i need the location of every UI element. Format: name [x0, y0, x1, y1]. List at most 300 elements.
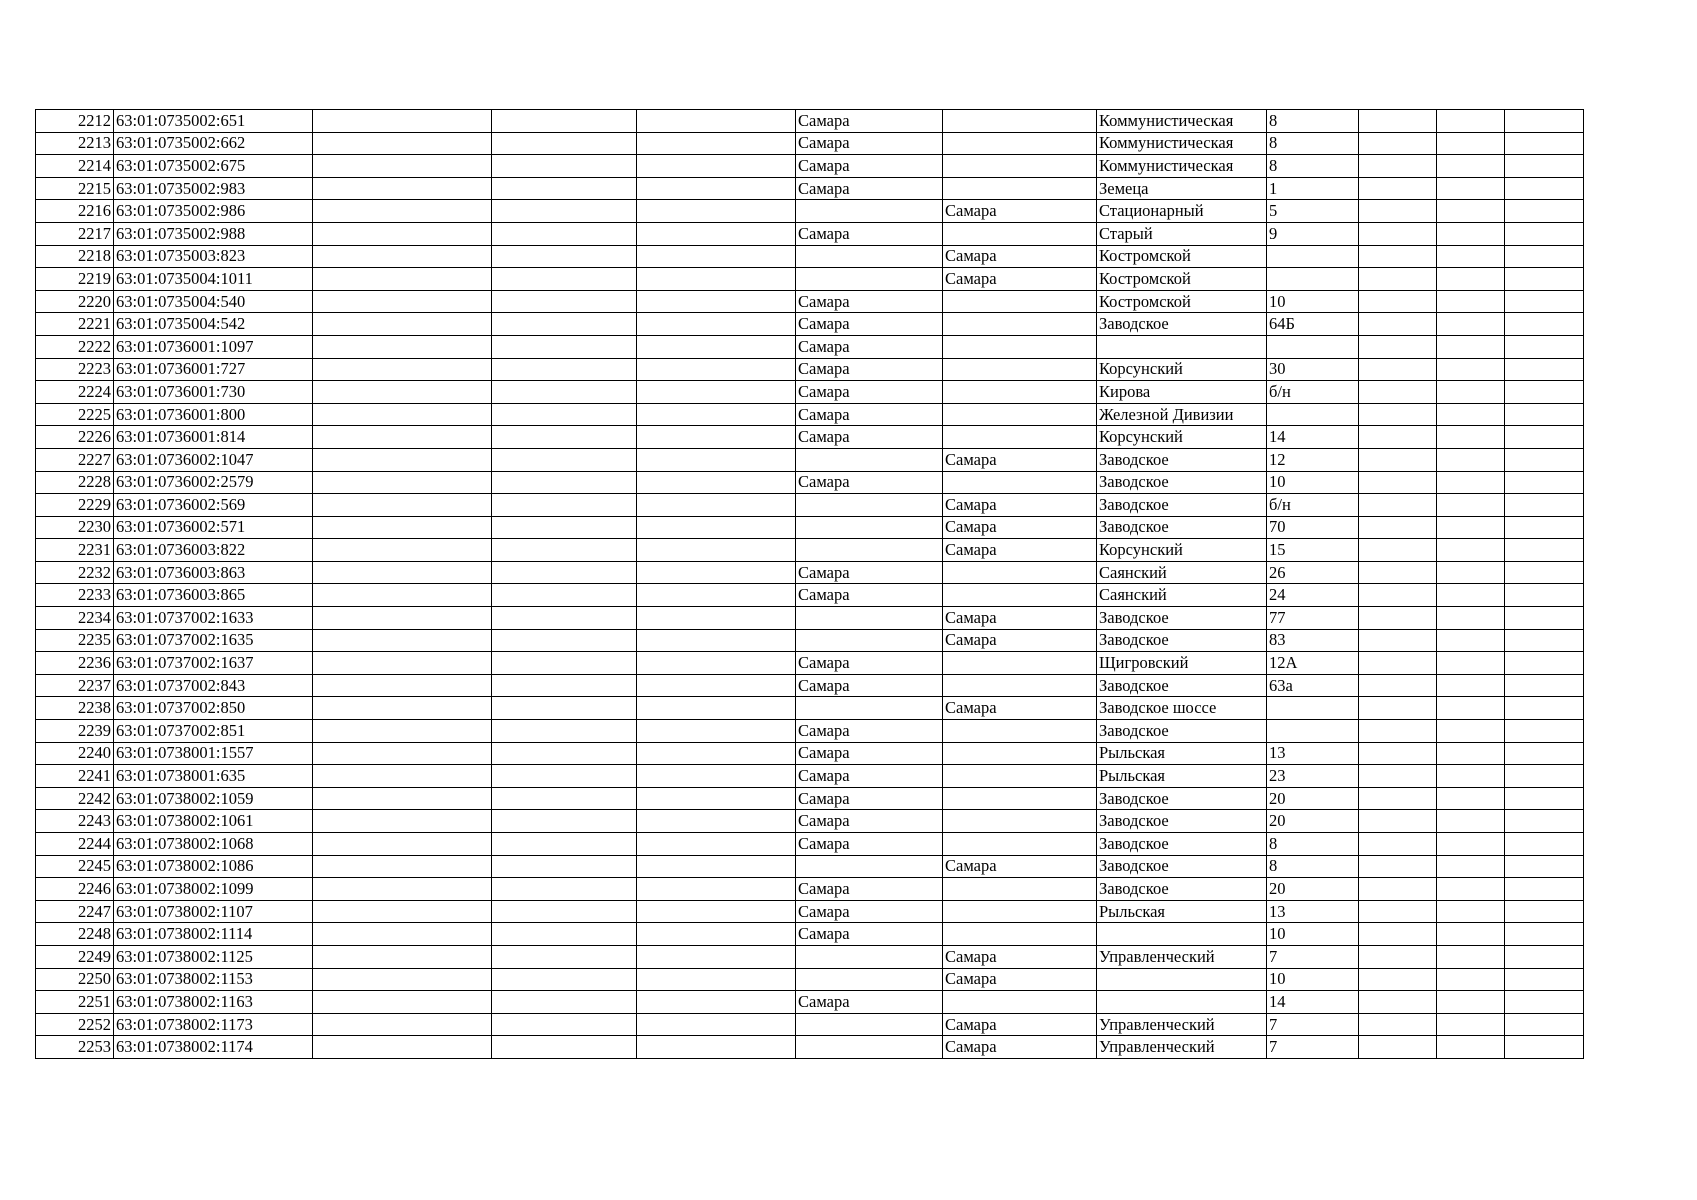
- table-cell: 63:01:0735002:983: [114, 177, 313, 200]
- table-cell: [1359, 968, 1437, 991]
- table-cell: [796, 516, 943, 539]
- table-cell: 24: [1267, 584, 1359, 607]
- table-cell: [637, 403, 796, 426]
- table-row: [36, 810, 1584, 833]
- table-cell: 23: [1267, 765, 1359, 788]
- table-row: [36, 674, 1584, 697]
- table-cell: [1505, 697, 1584, 720]
- table-cell: [796, 245, 943, 268]
- table-row: [36, 765, 1584, 788]
- table-cell: 63:01:0737002:1633: [114, 607, 313, 630]
- table-cell: [1505, 426, 1584, 449]
- table-cell: [492, 900, 637, 923]
- table-cell: [1505, 313, 1584, 336]
- table-cell: [1097, 335, 1267, 358]
- table-cell: [1359, 991, 1437, 1014]
- table-cell: Управленческий: [1097, 945, 1267, 968]
- table-cell: 63:01:0736002:571: [114, 516, 313, 539]
- table-cell: Самара: [943, 968, 1097, 991]
- table-cell: [796, 539, 943, 562]
- table-cell: Заводское: [1097, 448, 1267, 471]
- document-table: [35, 109, 1584, 1059]
- table-cell: [1359, 471, 1437, 494]
- table-cell: 8: [1267, 155, 1359, 178]
- table-cell: [1437, 765, 1505, 788]
- table-cell: 63:01:0737002:850: [114, 697, 313, 720]
- table-cell: [492, 132, 637, 155]
- table-cell: 2236: [36, 652, 114, 675]
- table-cell: Самара: [796, 900, 943, 923]
- table-cell: 63:01:0736002:569: [114, 494, 313, 517]
- table-cell: 2215: [36, 177, 114, 200]
- table-cell: [1505, 584, 1584, 607]
- table-cell: Самара: [796, 381, 943, 404]
- table-cell: Заводское: [1097, 855, 1267, 878]
- table-cell: Заводское: [1097, 494, 1267, 517]
- table-cell: [313, 313, 492, 336]
- table-cell: [1359, 674, 1437, 697]
- table-cell: [1437, 335, 1505, 358]
- table-cell: [1359, 132, 1437, 155]
- table-cell: 12А: [1267, 652, 1359, 675]
- table-cell: Управленческий: [1097, 1013, 1267, 1036]
- table-cell: [1505, 132, 1584, 155]
- table-cell: 63:01:0738002:1059: [114, 787, 313, 810]
- table-cell: [1437, 833, 1505, 856]
- table-cell: [637, 584, 796, 607]
- table-cell: 63:01:0736001:814: [114, 426, 313, 449]
- table-row: [36, 155, 1584, 178]
- table-cell: Коммунистическая: [1097, 155, 1267, 178]
- table-cell: [1505, 448, 1584, 471]
- table-cell: [1437, 177, 1505, 200]
- table-cell: [492, 290, 637, 313]
- table-cell: [1437, 968, 1505, 991]
- table-cell: [1359, 629, 1437, 652]
- table-cell: [492, 584, 637, 607]
- table-row: [36, 177, 1584, 200]
- table-cell: [796, 968, 943, 991]
- table-cell: [313, 1013, 492, 1036]
- table-cell: 2225: [36, 403, 114, 426]
- table-cell: [637, 200, 796, 223]
- table-cell: [492, 674, 637, 697]
- table-cell: [1505, 155, 1584, 178]
- table-cell: [1359, 245, 1437, 268]
- table-cell: [492, 945, 637, 968]
- table-cell: 14: [1267, 991, 1359, 1014]
- table-cell: 15: [1267, 539, 1359, 562]
- table-cell: [1505, 945, 1584, 968]
- table-cell: [796, 607, 943, 630]
- table-cell: [313, 923, 492, 946]
- table-cell: [637, 787, 796, 810]
- table-cell: [1505, 855, 1584, 878]
- table-cell: [637, 110, 796, 133]
- table-cell: 63:01:0735004:1011: [114, 268, 313, 291]
- table-cell: [1437, 358, 1505, 381]
- table-cell: 2253: [36, 1036, 114, 1059]
- table-cell: Щигровский: [1097, 652, 1267, 675]
- table-cell: [313, 629, 492, 652]
- table-cell: 8: [1267, 855, 1359, 878]
- table-cell: 2229: [36, 494, 114, 517]
- table-cell: [1359, 268, 1437, 291]
- table-cell: [1437, 381, 1505, 404]
- table-cell: [492, 494, 637, 517]
- table-row: [36, 110, 1584, 133]
- table-cell: [943, 358, 1097, 381]
- table-cell: 70: [1267, 516, 1359, 539]
- table-cell: [637, 923, 796, 946]
- table-cell: [1359, 335, 1437, 358]
- table-cell: [1437, 787, 1505, 810]
- table-cell: [637, 155, 796, 178]
- table-cell: Самара: [943, 855, 1097, 878]
- table-cell: 2218: [36, 245, 114, 268]
- table-cell: 2249: [36, 945, 114, 968]
- table-cell: 83: [1267, 629, 1359, 652]
- table-row: [36, 403, 1584, 426]
- table-cell: [943, 923, 1097, 946]
- table-cell: [1505, 177, 1584, 200]
- table-cell: [1505, 494, 1584, 517]
- table-cell: 63:01:0738002:1068: [114, 833, 313, 856]
- table-cell: [637, 516, 796, 539]
- table-cell: [492, 742, 637, 765]
- table-cell: [1359, 833, 1437, 856]
- table-cell: 10: [1267, 923, 1359, 946]
- table-cell: [492, 268, 637, 291]
- table-cell: 63:01:0737002:851: [114, 720, 313, 743]
- table-cell: [1097, 968, 1267, 991]
- table-body: [36, 110, 1584, 1059]
- table-cell: 63:01:0738002:1163: [114, 991, 313, 1014]
- table-cell: [1437, 742, 1505, 765]
- table-cell: [1359, 878, 1437, 901]
- table-cell: [1437, 810, 1505, 833]
- table-cell: [313, 335, 492, 358]
- table-row: [36, 855, 1584, 878]
- table-cell: 10: [1267, 471, 1359, 494]
- table-cell: Самара: [943, 268, 1097, 291]
- table-cell: Заводское шоссе: [1097, 697, 1267, 720]
- table-cell: [313, 991, 492, 1014]
- table-cell: [796, 268, 943, 291]
- table-cell: 63:01:0735002:988: [114, 222, 313, 245]
- table-cell: [637, 132, 796, 155]
- table-cell: Самара: [796, 290, 943, 313]
- table-row: [36, 1013, 1584, 1036]
- table-cell: 63:01:0736001:1097: [114, 335, 313, 358]
- table-cell: [1359, 584, 1437, 607]
- table-cell: 63:01:0736003:865: [114, 584, 313, 607]
- table-cell: [1505, 674, 1584, 697]
- table-cell: 63:01:0735004:542: [114, 313, 313, 336]
- table-cell: [1359, 155, 1437, 178]
- table-cell: Заводское: [1097, 607, 1267, 630]
- table-cell: Самара: [796, 878, 943, 901]
- table-cell: Самара: [796, 358, 943, 381]
- table-cell: [492, 222, 637, 245]
- table-cell: [796, 945, 943, 968]
- table-cell: [637, 697, 796, 720]
- table-cell: [1505, 810, 1584, 833]
- table-cell: Самара: [796, 923, 943, 946]
- table-cell: [492, 516, 637, 539]
- table-cell: 2217: [36, 222, 114, 245]
- table-cell: 20: [1267, 810, 1359, 833]
- table-cell: [796, 629, 943, 652]
- table-cell: Самара: [796, 155, 943, 178]
- table-cell: [492, 1036, 637, 1059]
- table-cell: [1505, 720, 1584, 743]
- table-cell: [1505, 923, 1584, 946]
- table-cell: Самара: [796, 426, 943, 449]
- table-cell: 26: [1267, 561, 1359, 584]
- table-cell: Самара: [943, 1013, 1097, 1036]
- table-cell: [943, 155, 1097, 178]
- table-cell: [313, 381, 492, 404]
- table-cell: 63:01:0735002:675: [114, 155, 313, 178]
- table-cell: Самара: [943, 629, 1097, 652]
- table-cell: [943, 110, 1097, 133]
- table-cell: [492, 697, 637, 720]
- table-cell: [796, 697, 943, 720]
- table-row: [36, 629, 1584, 652]
- table-cell: 2251: [36, 991, 114, 1014]
- table-cell: 2238: [36, 697, 114, 720]
- table-cell: Заводское: [1097, 878, 1267, 901]
- table-cell: [943, 177, 1097, 200]
- table-cell: [1359, 607, 1437, 630]
- table-cell: [313, 110, 492, 133]
- table-cell: [1437, 313, 1505, 336]
- table-cell: [943, 335, 1097, 358]
- table-cell: [313, 494, 492, 517]
- table-cell: [1359, 1013, 1437, 1036]
- table-cell: [313, 674, 492, 697]
- table-row: [36, 1036, 1584, 1059]
- table-row: [36, 245, 1584, 268]
- table-cell: 63:01:0735004:540: [114, 290, 313, 313]
- table-cell: [1505, 381, 1584, 404]
- table-cell: [1359, 494, 1437, 517]
- table-cell: 10: [1267, 968, 1359, 991]
- table-cell: Коммунистическая: [1097, 132, 1267, 155]
- table-cell: [313, 833, 492, 856]
- table-row: [36, 222, 1584, 245]
- table-row: [36, 448, 1584, 471]
- table-cell: [943, 765, 1097, 788]
- table-cell: [492, 155, 637, 178]
- table-cell: [637, 833, 796, 856]
- table-cell: [492, 245, 637, 268]
- table-cell: [1359, 945, 1437, 968]
- table-cell: [313, 403, 492, 426]
- table-row: [36, 833, 1584, 856]
- table-cell: [1437, 539, 1505, 562]
- table-cell: [1359, 290, 1437, 313]
- table-cell: [492, 833, 637, 856]
- table-cell: 2246: [36, 878, 114, 901]
- table-cell: [1505, 833, 1584, 856]
- table-cell: [313, 878, 492, 901]
- table-cell: Самара: [796, 222, 943, 245]
- table-cell: 63а: [1267, 674, 1359, 697]
- table-cell: 63:01:0738002:1114: [114, 923, 313, 946]
- table-cell: 63:01:0738002:1061: [114, 810, 313, 833]
- table-cell: [1505, 403, 1584, 426]
- table-cell: 7: [1267, 945, 1359, 968]
- table-cell: [313, 200, 492, 223]
- table-cell: [313, 607, 492, 630]
- table-cell: 2234: [36, 607, 114, 630]
- table-cell: [1359, 313, 1437, 336]
- table-row: [36, 200, 1584, 223]
- table-cell: 63:01:0736001:727: [114, 358, 313, 381]
- table-cell: 2230: [36, 516, 114, 539]
- table-cell: [1359, 200, 1437, 223]
- table-cell: 63:01:0738002:1099: [114, 878, 313, 901]
- table-cell: Самара: [943, 539, 1097, 562]
- table-cell: 5: [1267, 200, 1359, 223]
- table-cell: [637, 945, 796, 968]
- table-cell: Самара: [796, 177, 943, 200]
- table-row: [36, 742, 1584, 765]
- table-cell: Самара: [796, 720, 943, 743]
- table-cell: [1359, 381, 1437, 404]
- table-row: [36, 132, 1584, 155]
- table-cell: [943, 313, 1097, 336]
- table-row: [36, 968, 1584, 991]
- table-cell: [1437, 674, 1505, 697]
- table-cell: 2245: [36, 855, 114, 878]
- table-cell: [1437, 900, 1505, 923]
- table-cell: Самара: [796, 403, 943, 426]
- table-cell: [1505, 1013, 1584, 1036]
- table-row: [36, 381, 1584, 404]
- table-cell: [1437, 403, 1505, 426]
- table-row: [36, 900, 1584, 923]
- table-cell: [1267, 268, 1359, 291]
- table-cell: [313, 222, 492, 245]
- table-cell: [1437, 652, 1505, 675]
- table-cell: [313, 561, 492, 584]
- table-cell: [1505, 629, 1584, 652]
- table-cell: [492, 381, 637, 404]
- table-cell: [1505, 652, 1584, 675]
- table-cell: Самара: [943, 494, 1097, 517]
- table-cell: [492, 652, 637, 675]
- table-cell: Саянский: [1097, 584, 1267, 607]
- table-cell: 2242: [36, 787, 114, 810]
- table-cell: [1359, 110, 1437, 133]
- table-cell: [796, 200, 943, 223]
- table-cell: [313, 584, 492, 607]
- table-cell: Самара: [943, 245, 1097, 268]
- table-cell: Костромской: [1097, 245, 1267, 268]
- table-cell: [1359, 561, 1437, 584]
- table-cell: [492, 765, 637, 788]
- table-cell: 63:01:0736002:2579: [114, 471, 313, 494]
- table-cell: 2212: [36, 110, 114, 133]
- table-cell: [943, 222, 1097, 245]
- table-cell: Самара: [943, 607, 1097, 630]
- table-cell: 20: [1267, 878, 1359, 901]
- table-cell: [313, 245, 492, 268]
- table-cell: 2224: [36, 381, 114, 404]
- table-cell: 63:01:0737002:1635: [114, 629, 313, 652]
- table-cell: [492, 471, 637, 494]
- table-cell: 63:01:0737002:843: [114, 674, 313, 697]
- table-cell: 63:01:0738001:1557: [114, 742, 313, 765]
- table-cell: 63:01:0735002:651: [114, 110, 313, 133]
- table-cell: 2223: [36, 358, 114, 381]
- table-cell: 2241: [36, 765, 114, 788]
- table-row: [36, 720, 1584, 743]
- table-cell: 2239: [36, 720, 114, 743]
- table-cell: [313, 742, 492, 765]
- table-cell: Земеца: [1097, 177, 1267, 200]
- table-cell: Самара: [796, 561, 943, 584]
- table-cell: [1267, 720, 1359, 743]
- table-cell: [492, 313, 637, 336]
- table-cell: 2232: [36, 561, 114, 584]
- table-cell: Самара: [796, 810, 943, 833]
- table-cell: 63:01:0735003:823: [114, 245, 313, 268]
- table-cell: 63:01:0736001:730: [114, 381, 313, 404]
- table-cell: б/н: [1267, 494, 1359, 517]
- table-cell: [1437, 945, 1505, 968]
- table-cell: [943, 720, 1097, 743]
- table-cell: [637, 629, 796, 652]
- table-cell: 30: [1267, 358, 1359, 381]
- table-cell: Управленческий: [1097, 1036, 1267, 1059]
- table-cell: Самара: [796, 471, 943, 494]
- table-row: [36, 539, 1584, 562]
- table-cell: [943, 561, 1097, 584]
- table-cell: Самара: [943, 945, 1097, 968]
- table-cell: 13: [1267, 742, 1359, 765]
- table-row: [36, 335, 1584, 358]
- table-cell: [1437, 516, 1505, 539]
- table-row: [36, 290, 1584, 313]
- table-cell: 2226: [36, 426, 114, 449]
- table-cell: [313, 697, 492, 720]
- table-cell: [1267, 697, 1359, 720]
- table-cell: [637, 222, 796, 245]
- table-cell: [637, 607, 796, 630]
- table-cell: [313, 358, 492, 381]
- table-cell: 8: [1267, 110, 1359, 133]
- table-cell: 63:01:0738002:1174: [114, 1036, 313, 1059]
- table-cell: [637, 1036, 796, 1059]
- table-cell: [1505, 110, 1584, 133]
- table-cell: 10: [1267, 290, 1359, 313]
- table-cell: Костромской: [1097, 290, 1267, 313]
- table-cell: [943, 878, 1097, 901]
- table-cell: 2250: [36, 968, 114, 991]
- table-cell: [492, 968, 637, 991]
- table-cell: [1505, 222, 1584, 245]
- table-cell: [1505, 607, 1584, 630]
- table-cell: [943, 742, 1097, 765]
- table-cell: 63:01:0736002:1047: [114, 448, 313, 471]
- table-cell: [313, 720, 492, 743]
- table-row: [36, 471, 1584, 494]
- table-cell: [637, 177, 796, 200]
